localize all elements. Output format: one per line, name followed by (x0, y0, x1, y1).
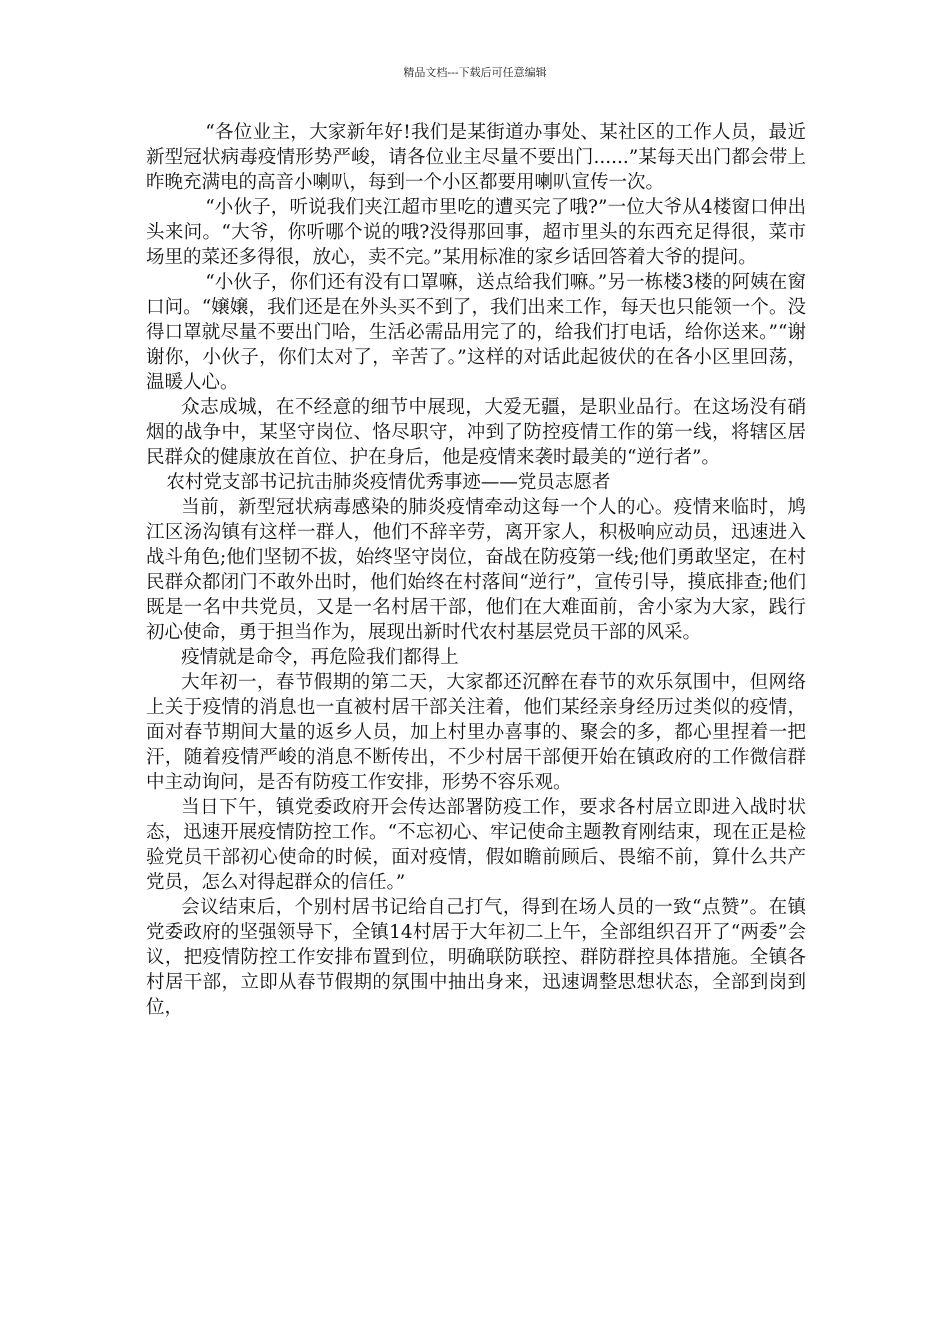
paragraph-8: 会议结束后，个别村居书记给自己打气，得到在场人员的一致“点赞”。在镇党委政府的坚强领导下，全镇14村居于大年初二上午，全部组织召开了“两委”会议，把疫情防控工作安排布置到位，明确联防联控、群防群控具体措施。全镇各村居干部，立即从春节假期的氛围中抽出身来，迅速调整思想状态，全部到岗到位， (146, 897, 806, 1018)
paragraph-6: 大年初一，春节假期的第二天，大家都还沉醉在春节的欢乐氛围中，但网络上关于疫情的消息也一直被村居干部关注着，他们某经亲身经历过类似的疫情，面对春节期间大量的返乡人员，加上村里办喜事的、聚会的多，都心里捏着一把汗，随着疫情严峻的消息不断传出，不少村居干部便开始在镇政府的工作微信群中主动询问，是否有防疫工作安排，形势不容乐观。 (146, 672, 806, 793)
paragraph-3: “小伙子，你们还有没有口罩嘛，送点给我们嘛。”另一栋楼3楼的阿姨在窗口问。“嬢嬢，我们还是在外头买不到了，我们出来工作，每天也只能领一个。没得口罩就尽量不要出门哈，生活必需品用完了的，给我们打电话，给你送来。”“谢谢你，小伙子，你们太对了，辛苦了。”这样的对话此起彼伏的在各小区里回荡，温暖人心。 (146, 272, 806, 393)
paragraph-2: “小伙子，听说我们夹江超市里吃的遭买完了哦?”一位大爷从4楼窗口伸出头来问。“大爷，你听哪个说的哦?没得那回事，超市里头的东西充足得很，菜市场里的菜还多得很，放心，卖不完。”某用标准的家乡话回答着大爷的提问。 (146, 197, 806, 268)
subheading: 疫情就是命令，再危险我们都得上 (181, 647, 459, 668)
paragraph-4: 众志成城，在不经意的细节中展现，大爱无疆，是职业品行。在这场没有硝烟的战争中，某坚守岗位、恪尽职守，冲到了防控疫情工作的第一线，将辖区居民群众的健康放在首位、护在身后，他是疫情来袭时最美的“逆行者”。 (146, 397, 806, 468)
section-title: 农村党支部书记抗击肺炎疫情优秀事迹——党员志愿者 (166, 472, 611, 493)
paragraph-5: 当前，新型冠状病毒感染的肺炎疫情牵动这每一个人的心。疫情来临时，鸠江区汤沟镇有这样一群人，他们不辞辛劳，离开家人，积极响应动员，迅速进入战斗角色;他们坚韧不拔，始终坚守岗位，奋战在防疫第一线;他们勇敢坚定，在村民群众都闭门不敢外出时，他们始终在村落间“逆行”，宣传引导，摸底排查;他们既是一名中共党员，又是一名村居干部，他们在大难面前，舍小家为大家，践行初心使命，勇于担当作为，展现出新时代农村基层党员干部的风采。 (146, 497, 806, 643)
page-header: 精品文档---下载后可任意编辑 (403, 66, 547, 79)
paragraph-1: “各位业主，大家新年好!我们是某街道办事处、某社区的工作人员，最近新型冠状病毒疫情形势严峻，请各位业主尽量不要出门......”某每天出门都会带上昨晚充满电的高音小喇叭，每到一个小区都要用喇叭宣传一次。 (146, 122, 806, 193)
document-body (146, 120, 806, 1020)
paragraph-7: 当日下午，镇党委政府开会传达部署防疫工作，要求各村居立即进入战时状态，迅速开展疫情防控工作。“不忘初心、牢记使命主题教育刚结束，现在正是检验党员干部初心使命的时候，面对疫情，假如瞻前顾后、畏缩不前，算什么共产党员，怎么对得起群众的信任。” (146, 797, 806, 893)
